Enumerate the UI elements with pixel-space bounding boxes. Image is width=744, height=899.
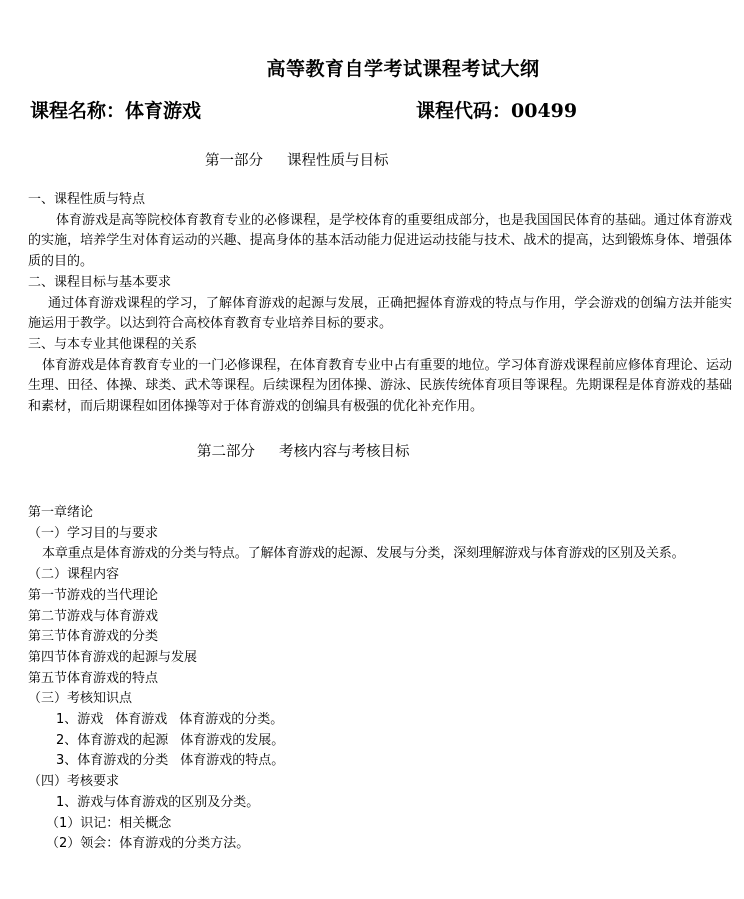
content-title: （二）课程内容 bbox=[28, 567, 120, 583]
knowledge-point bbox=[28, 731, 732, 752]
knowledge-title: （三）考核知识点 bbox=[28, 691, 133, 707]
knowledge-point-b: 体育游戏的分类。 bbox=[179, 712, 284, 728]
chapter-title: 第一章绪论 bbox=[28, 505, 94, 520]
knowledge-point-number: 1、游戏 bbox=[56, 712, 104, 728]
section-title-goals: 二、课程目标与基本要求 bbox=[28, 274, 172, 290]
requirement-item: （1）识记：相关概念 bbox=[46, 815, 172, 831]
knowledge-point bbox=[28, 710, 732, 731]
chapter-section-item: 第一节游戏的当代理论 bbox=[28, 587, 159, 603]
part2-heading bbox=[197, 440, 410, 461]
section-title-relations: 三、与本专业其他课程的关系 bbox=[28, 336, 198, 352]
part2-title: 考核内容与考核目标 bbox=[279, 444, 410, 460]
knowledge-point-a: 体育游戏 bbox=[115, 712, 168, 728]
part2-number: 第二部分 bbox=[197, 444, 255, 460]
chapter-section-item: 第四节体育游戏的起源与发展 bbox=[28, 649, 198, 665]
document-title: 高等教育自学考试课程考试大纲 bbox=[266, 58, 540, 80]
knowledge-point-b: 体育游戏的发展。 bbox=[180, 732, 285, 748]
chapter-section-item: 第三节体育游戏的分类 bbox=[28, 629, 159, 645]
part1-body bbox=[28, 190, 732, 418]
part1-title: 课程性质与目标 bbox=[287, 153, 389, 169]
course-info-row bbox=[30, 96, 730, 122]
part2-body bbox=[28, 503, 732, 855]
knowledge-point-number: 3、体育游戏的分类 bbox=[56, 753, 169, 769]
section-body-goals: 通过体育游戏课程的学习，了解体育游戏的起源与发展，正确把握体育游戏的特点与作用，学会游戏的创编方法并能实施运用于教学。以达到符合高校体育教育专业培养目标的要求。 bbox=[28, 295, 732, 332]
chapter-section-item: 第五节体育游戏的特点 bbox=[28, 670, 159, 686]
section-title-nature: 一、课程性质与特点 bbox=[28, 192, 146, 207]
knowledge-point-b: 体育游戏的特点。 bbox=[180, 753, 285, 769]
objectives-title: （一）学习目的与要求 bbox=[28, 525, 159, 541]
chapter-section-item: 第二节游戏与体育游戏 bbox=[28, 608, 159, 624]
requirement-item: 1、游戏与体育游戏的区别及分类。 bbox=[56, 794, 260, 810]
part1-heading bbox=[205, 149, 389, 170]
requirement-item: （2）领会：体育游戏的分类方法。 bbox=[46, 836, 250, 852]
knowledge-point bbox=[28, 751, 732, 772]
objectives-body: 本章重点是体育游戏的分类与特点。了解体育游戏的起源、发展与分类，深刻理解游戏与体育游戏的区别及关系。 bbox=[42, 546, 685, 562]
course-name: 课程名称：体育游戏 bbox=[30, 100, 202, 122]
course-code: 课程代码：00499 bbox=[416, 100, 578, 122]
section-body-relations: 体育游戏是体育教育专业的一门必修课程，在体育教育专业中占有重要的地位。学习体育游戏课程前应修体育理论、运动生理、田径、体操、球类、武术等课程。后续课程为团体操、游泳、民族传统体育项目等课程。先期课程是体育游戏的基础和素材，而后期课程如团体操等对于体育游戏的创编具有极强的优化补充作用。 bbox=[28, 357, 732, 415]
knowledge-point-number: 2、体育游戏的起源 bbox=[56, 732, 169, 748]
requirements-title: （四）考核要求 bbox=[28, 774, 120, 790]
part1-number: 第一部分 bbox=[205, 153, 263, 169]
section-body-nature: 体育游戏是高等院校体育教育专业的必修课程，是学校体育的重要组成部分，也是我国国民体育的基础。通过体育游戏的实施，培养学生对体育运动的兴趣、提高身体的基本活动能力促进运动技能与技术、战术的提高，达到锻炼身体、增强体质的目的。 bbox=[28, 212, 733, 270]
